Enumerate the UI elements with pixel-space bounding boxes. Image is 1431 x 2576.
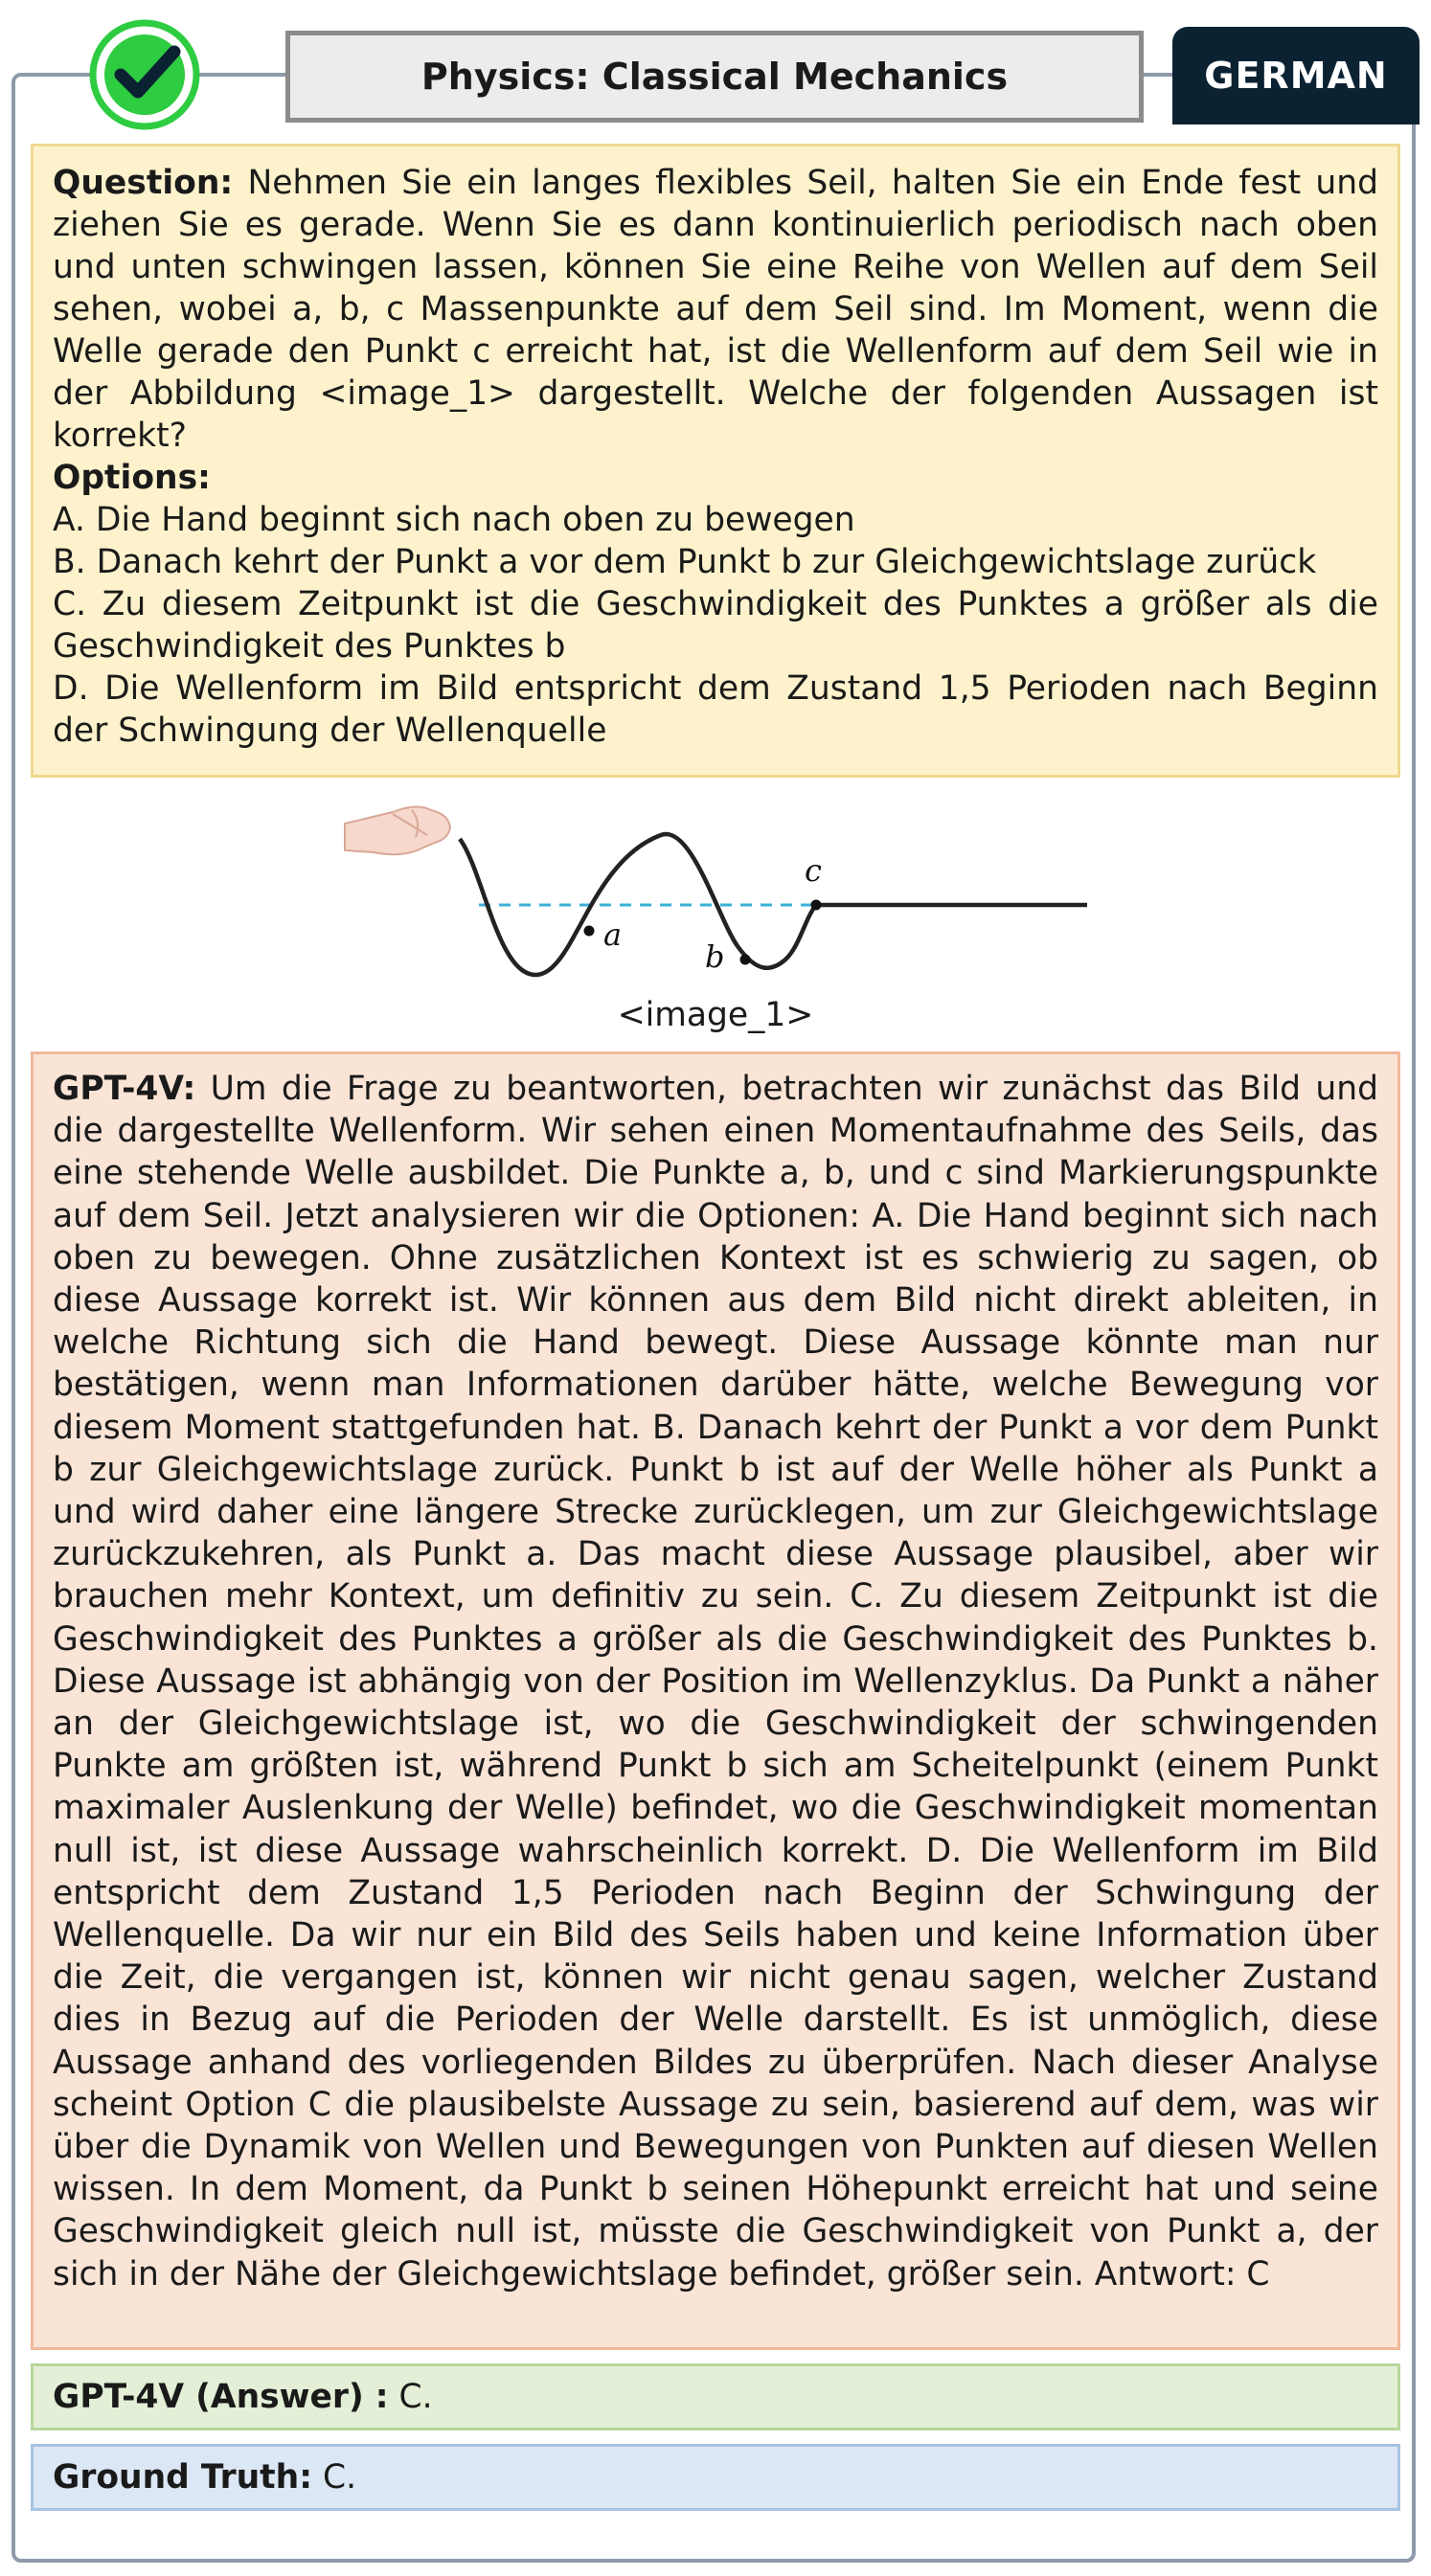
subject-title: Physics: Classical Mechanics <box>285 31 1144 123</box>
hand-icon <box>345 806 450 854</box>
final-answer-label: GPT-4V (Answer) : <box>53 2378 389 2416</box>
response-text <box>53 1068 1378 2295</box>
point-c-label: c <box>805 852 822 889</box>
point-a-label: a <box>603 916 623 953</box>
option-c: C. Zu diesem Zeitpunkt ist die Geschwindigkeit des Punktes a größer als die Geschwindigkeit des Punktes b <box>53 585 1378 666</box>
response-label: GPT-4V: <box>53 1070 196 1108</box>
wave-figure <box>335 795 1102 986</box>
response-body: Um die Frage zu beantworten, betrachten wir zunächst das Bild und die dargestellte Wellenform. Wir sehen einen Momentaufnahme des Seils, das eine stehende Welle ausbildet. Die Punkte a, b, und c sind Markierungspunkte auf dem Seil. Jetzt analysieren wir die Optionen: A. Die Hand beginnt sich nach oben zu bewegen. Ohne zusätzlichen Kontext ist es schwierig zu sagen, ob diese Aussage korrekt ist. Wir können aus dem Bild nicht direkt ableiten, in welche Richtung sich die Hand bewegt. Diese Aussage könnte man nur bestätigen, wenn man Informationen darüber hätte, welche Bewegung vor diesem Moment stattgefunden hat. B. Danach kehrt der Punkt a vor dem Punkt b zur Gleichgewichtslage zurück. Punkt b ist auf der Welle höher als Punkt a und wird daher eine längere Strecke zurücklegen, um zur Gleichgewichtslage zurückzukehren, als Punkt a. Das macht diese Aussage plausibel, aber wir brauchen mehr Kontext, um definitiv zu sein. C. Zu diesem Zeitpunkt ist die Geschwindigkeit des Punktes a größer als die Geschwindigkeit des Punktes b. Diese Aussage ist abhängig von der Position im Wellenzyklus. Da Punkt a näher an der Gleichgewichtslage ist, wo die Geschwindigkeit der schwingenden Punkte am größten ist, während Punkt b sich am Scheitelpunkt (einem Punkt maximaler Auslenkung der Welle) befindet, wo die Geschwindigkeit momentan null ist, ist diese Aussage wahrscheinlich korrekt. D. Die Wellenform im Bild entspricht dem Zustand 1,5 Perioden nach Beginn der Schwingung der Wellenquelle. Da wir nur ein Bild des Seils haben und keine Information über die Zeit, die vergangen ist, können wir nicht genau sagen, welcher Zustand dies in Bezug auf die Perioden der Welle darstellt. Es ist unmöglich, diese Aussage anhand des vorliegenden Bildes zu überprüfen. Nach dieser Analyse scheint Option C die plausibelste Aussage zu sein, basierend auf dem, was wir über die Dynamik von Wellen und Bewegungen von Punkten auf diesen Wellen wissen. In dem Moment, da Punkt b seinen Höhepunkt erreicht hat und seine Geschwindigkeit gleich null ist, müsste die Geschwindigkeit von Punkt a, der sich in der Nähe der Gleichgewichtslage befindet, größer sein. Antwort: C <box>53 1070 1379 2294</box>
point-a-marker <box>584 926 595 937</box>
question-body: Nehmen Sie ein langes flexibles Seil, halten Sie ein Ende fest und ziehen Sie es gerade. Wenn Sie es dann kontinuierlich periodisch nach oben und unten schwingen lassen, können Sie eine Reihe von Wellen auf dem Seil sehen, wobei a, b, c Massenpunkte auf dem Seil sind. Im Moment, wenn die Welle gerade den Punkt c erreicht hat, ist die Wellenform auf dem Seil wie in der Abbildung <image_1> dargestellt. Welche der folgenden Aussagen ist korrekt? <box>53 164 1379 455</box>
point-c-marker <box>811 900 822 911</box>
question-panel <box>31 144 1400 778</box>
wave-curve <box>460 834 1087 975</box>
question-label: Question: <box>53 164 234 202</box>
ground-truth-panel <box>31 2444 1400 2511</box>
ground-truth-value: C. <box>323 2458 357 2497</box>
ground-truth-label: Ground Truth: <box>53 2458 313 2497</box>
options-label: Options: <box>53 459 211 497</box>
language-tab: GERMAN <box>1172 27 1420 124</box>
final-answer-value: C. <box>398 2378 433 2416</box>
point-b-label: b <box>705 938 725 975</box>
option-b: B. Danach kehrt der Punkt a vor dem Punkt b zur Gleichgewichtslage zurück <box>53 543 1317 581</box>
point-b-marker <box>740 955 751 965</box>
figure-caption: <image_1> <box>617 996 814 1034</box>
final-answer-panel <box>31 2363 1400 2430</box>
question-text <box>53 162 1378 457</box>
check-badge-icon <box>86 19 203 130</box>
option-a: A. Die Hand beginnt sich nach oben zu bewegen <box>53 501 855 539</box>
response-panel <box>31 1051 1400 2350</box>
option-d: D. Die Wellenform im Bild entspricht dem Zustand 1,5 Perioden nach Beginn der Schwingung der Wellenquelle <box>53 669 1378 750</box>
